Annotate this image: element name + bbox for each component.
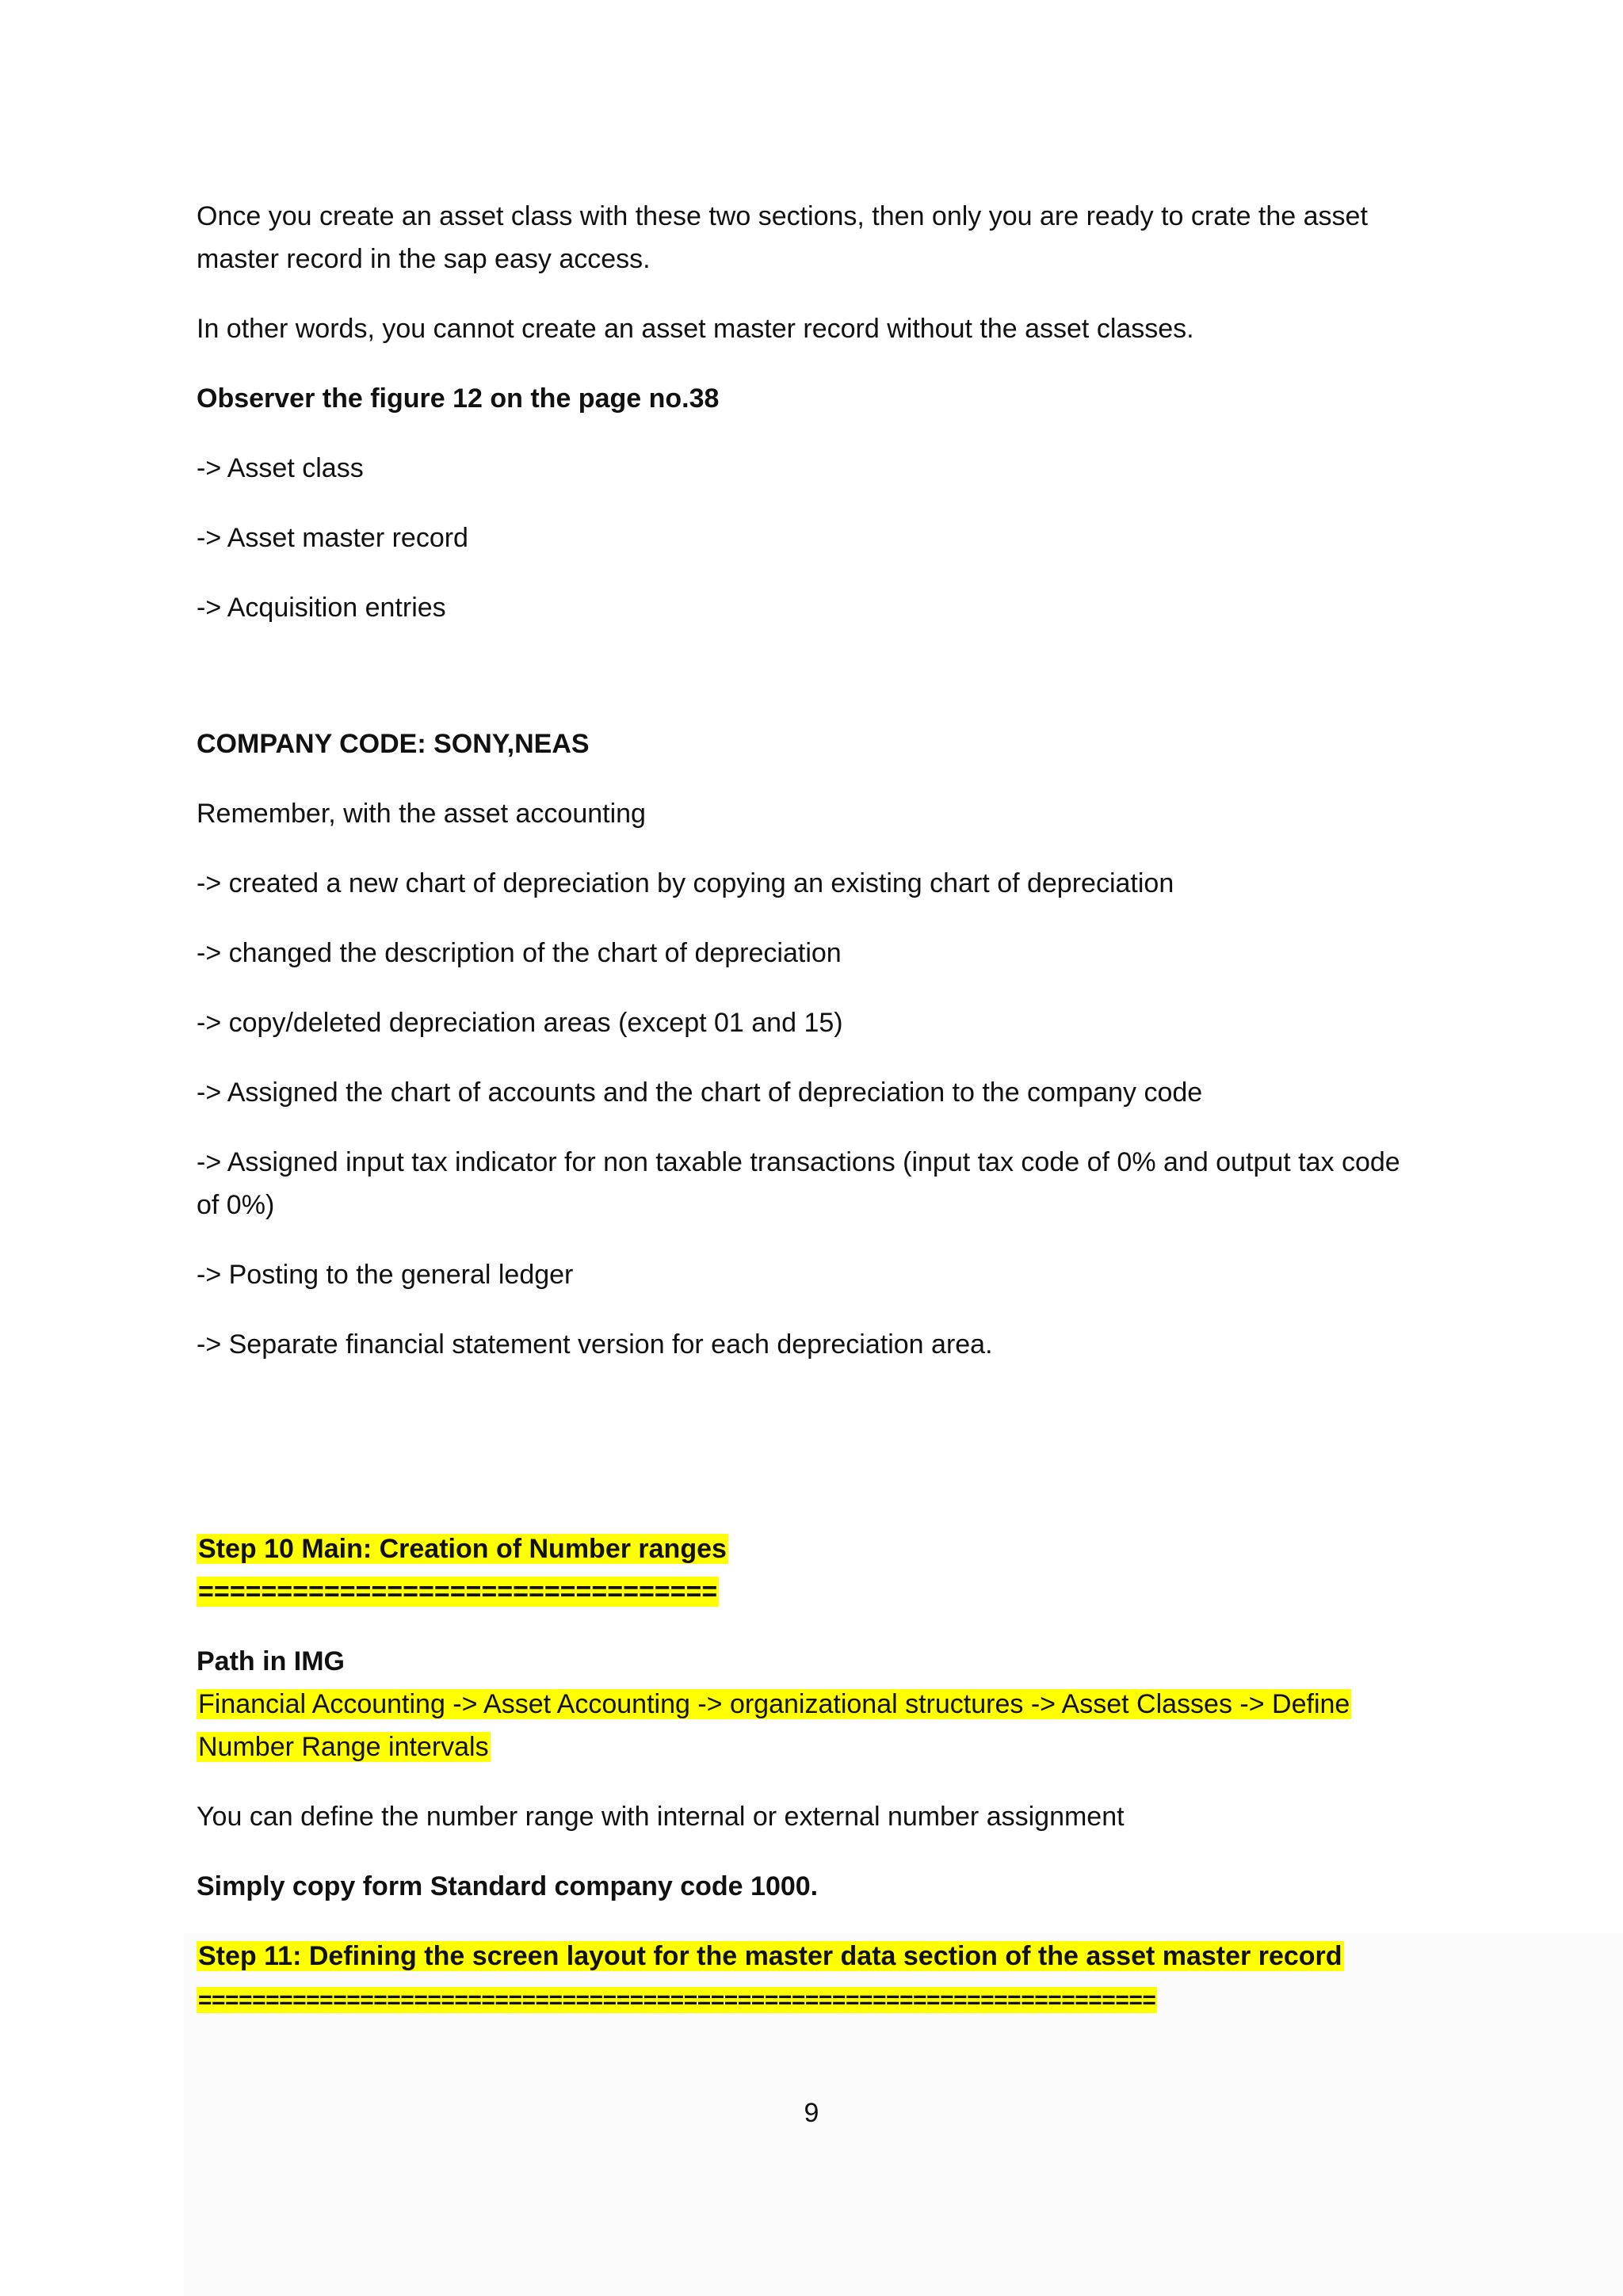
page-content (197, 195, 1401, 2049)
intro-paragraph-2: In other words, you cannot create an asset master record without the asset classes. (197, 314, 1194, 344)
step10-underline (197, 1570, 1401, 1613)
company-code-heading: COMPANY CODE: SONY,NEAS (197, 729, 590, 759)
img-path-line-1: Financial Accounting -> Asset Accounting -> organizational structures -> Asset Classes -> Define (198, 1689, 1350, 1719)
step10-heading (197, 1527, 1401, 1570)
spacer (197, 656, 1401, 723)
step-item: -> Assigned the chart of accounts and the chart of depreciation to the company code (197, 1077, 1203, 1108)
flow-item: -> Asset master record (197, 523, 468, 553)
path-in-img-label: Path in IMG (197, 1646, 345, 1676)
step11-title: Step 11: Defining the screen layout for the master data section of the asset master record (198, 1941, 1342, 1971)
step-item: -> Posting to the general ledger (197, 1260, 574, 1290)
copy-note: Simply copy form Standard company code 1000. (197, 1871, 819, 1901)
step10-title: Step 10 Main: Creation of Number ranges (198, 1534, 727, 1564)
img-path (197, 1683, 1401, 1768)
observe-figure-note: Observer the figure 12 on the page no.38 (197, 383, 720, 414)
step-item: -> copy/deleted depreciation areas (except 01 and 15) (197, 1008, 843, 1038)
remember-paragraph: Remember, with the asset accounting (197, 799, 646, 829)
step-item: -> created a new chart of depreciation by copying an existing chart of depreciation (197, 868, 1174, 898)
img-path-line-2: Number Range intervals (198, 1732, 489, 1762)
step-item: -> changed the description of the chart of depreciation (197, 938, 842, 968)
step11-underline-text: ======================================================================= (198, 1987, 1156, 2013)
number-range-note: You can define the number range with internal or external number assignment (197, 1802, 1125, 1832)
step11-underline (197, 1978, 1401, 2022)
step10-underline-text: ================================= (198, 1577, 718, 1607)
spacer (197, 1393, 1401, 1527)
intro-paragraph-1: Once you create an asset class with these two sections, then only you are ready to crate the asset master record in the sap easy access. (197, 201, 1368, 274)
step11-heading (197, 1935, 1401, 1978)
flow-item: -> Acquisition entries (197, 593, 446, 623)
step-item: -> Assigned input tax indicator for non taxable transactions (input tax code of 0% and output tax code of 0%) (197, 1147, 1400, 1220)
page-number: 9 (804, 2098, 819, 2128)
flow-item: -> Asset class (197, 453, 364, 483)
step-item: -> Separate financial statement version for each depreciation area. (197, 1329, 993, 1360)
